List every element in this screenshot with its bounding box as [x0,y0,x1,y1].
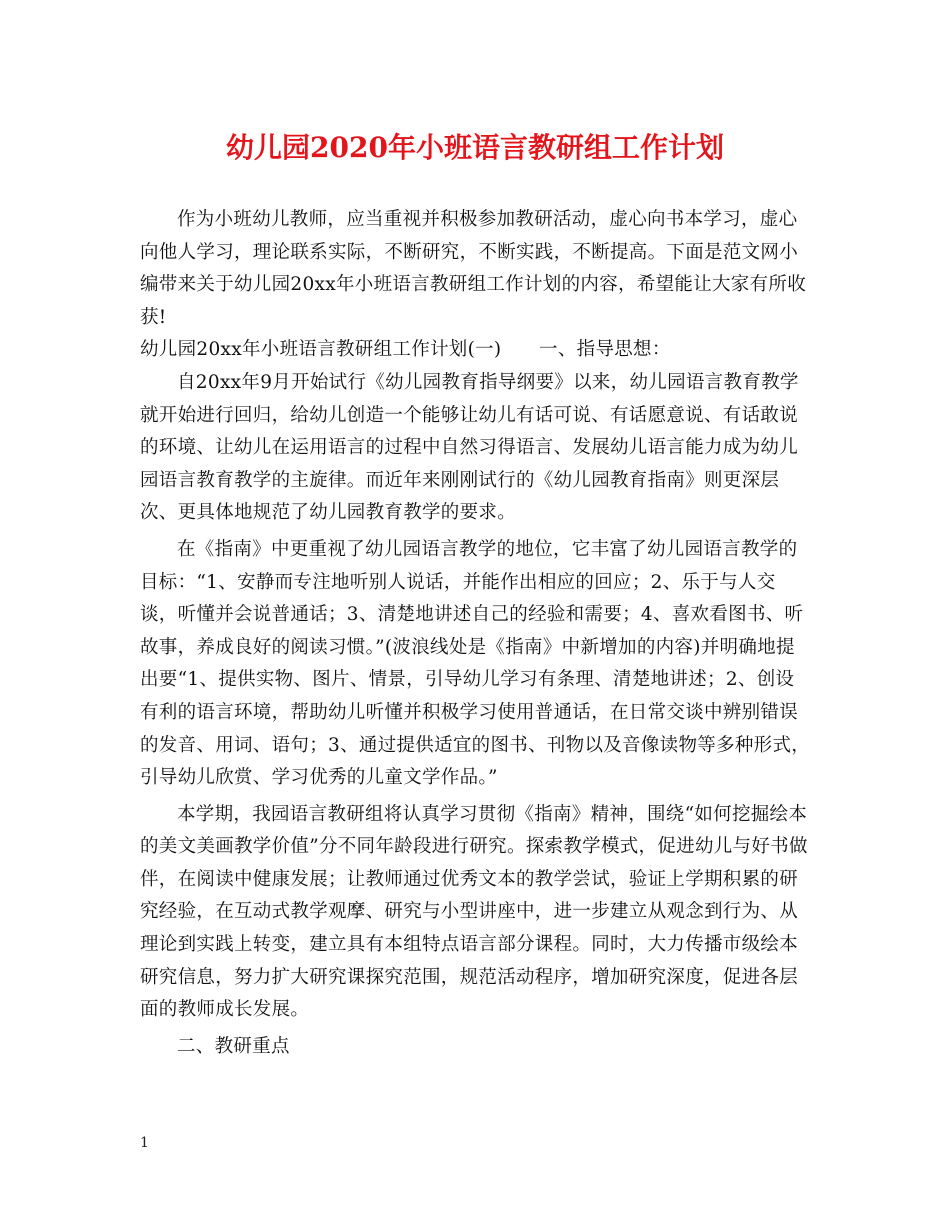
section-heading-research-focus: 二、教研重点 [177,1035,290,1057]
paragraph-semester-plan: 本学期，我园语言教研组将认真学习贯彻《指南》精神，围绕“如何挖掘绘本的美文美画教学价值”分不同年龄段进行研究。探索教学模式，促进幼儿与好书做伴，在阅读中健康发展；让教师通过优秀文本的教学尝试，验证上学期积累的研究经验，在互动式教学观摩、研究与小型讲座中，进一步建立从观念到行为、从理论到实践上转变，建立具有本组特点语言部分课程。同时，大力传播市级绘本研究信息，努力扩大研究课探究范围，规范活动程序，增加研究深度，促进各层面的教师成长发展。 [140,803,808,1021]
intro-paragraph: 作为小班幼儿教师，应当重视并积极参加教研活动，虚心向书本学习，虚心向他人学习，理论联系实际，不断研究，不断实践，不断提高。下面是范文网小编带来关于幼儿园20xx年小班语言教研组工作计划的内容，希望能让大家有所收获! [140,209,807,328]
document-body [140,204,812,1063]
page-number: 1 [140,1135,149,1151]
paragraph-guiding-thought: 自20xx年9月开始试行《幼儿园教育指导纲要》以来，幼儿园语言教育教学就开始进行回归，给幼儿创造一个能够让幼儿有话可说、有话愿意说、有话敢说的环境、让幼儿在运用语言的过程中自然习得语言、发展幼儿语言能力成为幼儿园语言教育教学的主旋律。而近年来刚刚试行的《幼儿园教育指南》则更深层次、更具体地规范了幼儿园教育教学的要求。 [140,371,799,524]
section-subheading: 幼儿园20xx年小班语言教研组工作计划(一) 一、指导思想： [140,339,671,361]
document-title: 幼儿园2020年小班语言教研组工作计划 [226,131,724,164]
paragraph-guide-goals: 在《指南》中更重视了幼儿园语言教学的地位，它丰富了幼儿园语言教学的目标：“1、安静而专注地听别人说话，并能作出相应的回应；2、乐于与人交谈，听懂并会说普通话；3、清楚地讲述自己的经验和需要；4、喜欢看图书、听故事，养成良好的阅读习惯。”(波浪线处是《指南》中新增加的内容)并明确地提出要“1、提供实物、图片、情景，引导幼儿学习有条理、清楚地讲述；2、创设有利的语言环境，帮助幼儿听懂并积极学习使用普通话，在日常交谈中辨别错误的发音、用词、语句；3、通过提供适宜的图书、刊物以及音像读物等多种形式，引导幼儿欣赏、学习优秀的儿童文学作品。” [140,538,811,789]
